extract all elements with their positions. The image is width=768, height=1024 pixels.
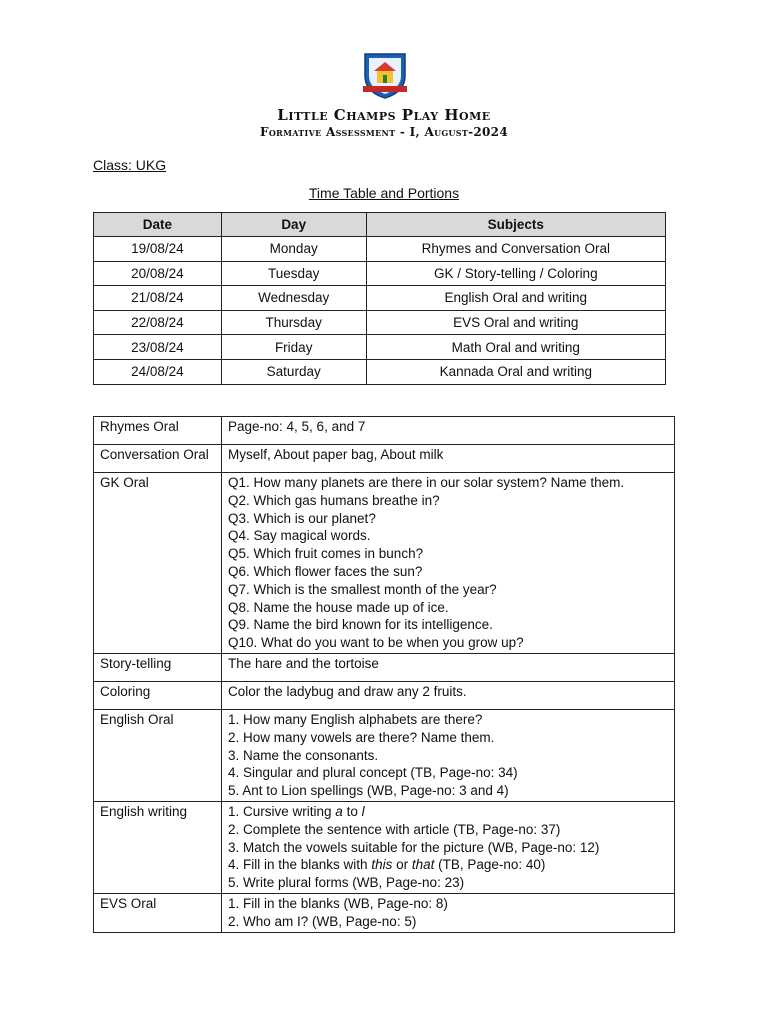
portion-line: Myself, About paper bag, About milk (228, 447, 444, 462)
subject-cell: EVS Oral (94, 893, 222, 932)
table-row (94, 310, 666, 335)
portion-text-italic: this (371, 857, 393, 873)
portion-cell (222, 709, 675, 801)
portion-cell (222, 893, 675, 932)
portion-cell (222, 473, 675, 654)
subjects-cell: Math Oral and writing (366, 335, 665, 360)
portion-cell (222, 681, 675, 709)
timetable-table (93, 212, 666, 385)
date-cell: 22/08/24 (94, 310, 222, 335)
portion-row-english-oral (94, 709, 675, 801)
portion-row-story-telling (94, 653, 675, 681)
portion-line: The hare and the tortoise (228, 655, 379, 671)
portion-row-coloring (94, 681, 675, 709)
table-row (94, 261, 666, 286)
subject-cell: Story-telling (94, 653, 222, 681)
exam-title: Formative Assessment - I, August-2024 (260, 125, 508, 139)
portion-text: 1. Cursive writing (228, 803, 336, 819)
portion-line: 2. How many vowels are there? Name them. (228, 729, 495, 745)
subjects-cell: EVS Oral and writing (366, 310, 665, 335)
portion-text-italic: a (335, 803, 343, 819)
portion-line: 5. Ant to Lion spellings (WB, Page-no: 3 and 4) (228, 783, 509, 799)
portion-line: 2. Complete the sentence with article (TB, Page-no: 37) (228, 821, 561, 837)
subject-cell: English writing (94, 801, 222, 893)
portion-line: Q8. Name the house made up of ice. (228, 599, 449, 615)
date-cell: 21/08/24 (94, 286, 222, 311)
school-name: Little Champs Play Home (277, 106, 491, 124)
portion-line: 1. How many English alphabets are there? (228, 711, 483, 727)
portion-line: 3. Name the consonants. (228, 747, 379, 763)
table-row (94, 237, 666, 262)
day-cell: Saturday (221, 359, 366, 384)
portion-line: Q6. Which flower faces the sun? (228, 563, 423, 579)
portion-cell (222, 801, 675, 893)
timetable-title: Time Table and Portions (308, 185, 460, 201)
portion-line: 5. Write plural forms (WB, Page-no: 23) (228, 875, 465, 891)
date-cell: 23/08/24 (94, 335, 222, 360)
subject-cell: Rhymes Oral (94, 417, 222, 445)
column-header: Day (221, 213, 366, 237)
portion-line: Q7. Which is the smallest month of the year? (228, 581, 497, 597)
subjects-cell: English Oral and writing (366, 286, 665, 311)
day-cell: Wednesday (221, 286, 366, 311)
subjects-cell: Kannada Oral and writing (366, 359, 665, 384)
day-cell: Tuesday (221, 261, 366, 286)
portion-text: (TB, Page-no: 40) (434, 857, 546, 873)
column-header: Date (94, 213, 222, 237)
portion-row-english-writing (94, 801, 675, 893)
portion-cell (222, 445, 675, 473)
portion-row-gk-oral (94, 473, 675, 654)
portion-cell (222, 653, 675, 681)
portion-text-italic: that (411, 857, 435, 873)
day-cell: Monday (221, 237, 366, 262)
portion-text: or (392, 857, 412, 873)
portion-cell (222, 417, 675, 445)
table-row (94, 335, 666, 360)
portion-line: Q10. What do you want to be when you grow up? (228, 635, 524, 651)
table-header-row (94, 213, 666, 237)
portion-row-evs-oral (94, 893, 675, 932)
date-cell: 24/08/24 (94, 359, 222, 384)
portion-text: 4. Fill in the blanks with (228, 857, 372, 873)
subject-cell: Conversation Oral (94, 445, 222, 473)
portion-text: to (342, 803, 362, 819)
table-row (94, 286, 666, 311)
portion-line: Page-no: 4, 5, 6, and 7 (228, 419, 366, 434)
subject-cell: Coloring (94, 681, 222, 709)
subject-cell: English Oral (94, 709, 222, 801)
day-cell: Friday (221, 335, 366, 360)
portion-line: 4. Singular and plural concept (TB, Page-no: 34) (228, 765, 518, 781)
portion-line (228, 803, 668, 821)
subjects-cell: GK / Story-telling / Coloring (366, 261, 665, 286)
portion-line: 1. Fill in the blanks (WB, Page-no: 8) (228, 895, 448, 911)
column-header: Subjects (366, 213, 665, 237)
subjects-cell: Rhymes and Conversation Oral (366, 237, 665, 262)
portion-line: Q1. How many planets are there in our solar system? Name them. (228, 475, 625, 490)
portion-line: 2. Who am I? (WB, Page-no: 5) (228, 913, 417, 929)
portion-line: Q3. Which is our planet? (228, 510, 376, 526)
portion-line (228, 856, 668, 874)
portion-text-italic: l (361, 803, 365, 819)
date-cell: 20/08/24 (94, 261, 222, 286)
portion-line: Q5. Which fruit comes in bunch? (228, 546, 424, 562)
portions-table (93, 416, 675, 933)
portion-row-conversation-oral (94, 445, 675, 473)
portion-line: Q9. Name the bird known for its intelligence. (228, 617, 493, 633)
school-logo (359, 50, 411, 100)
portion-line: Q2. Which gas humans breathe in? (228, 492, 440, 508)
portion-row-rhymes-oral (94, 417, 675, 445)
subject-cell: GK Oral (94, 473, 222, 654)
class-label: Class: UKG (93, 157, 167, 173)
date-cell: 19/08/24 (94, 237, 222, 262)
portion-line: Color the ladybug and draw any 2 fruits. (228, 683, 467, 699)
day-cell: Thursday (221, 310, 366, 335)
portion-line: Q4. Say magical words. (228, 528, 371, 544)
table-row (94, 359, 666, 384)
portion-line: 3. Match the vowels suitable for the picture (WB, Page-no: 12) (228, 839, 600, 855)
